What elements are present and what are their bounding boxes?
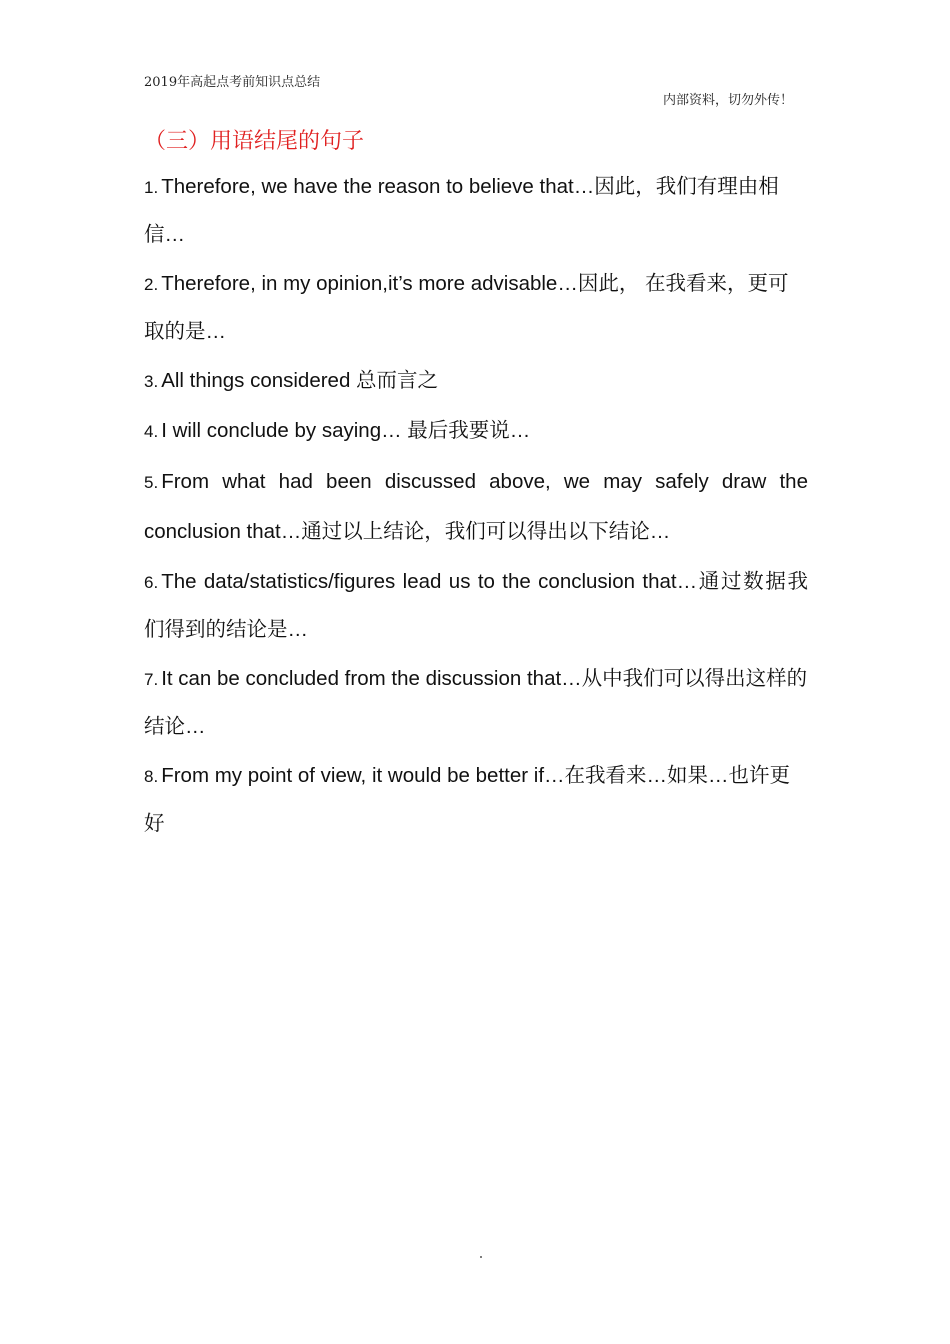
item-text: Therefore, in my opinion,it’s more advisable…因此， 在我看来，更可取的是… [144,272,789,343]
item-number: 2. [144,275,159,294]
item-number: 3. [144,372,159,391]
item-text: From my point of view, it would be better if…在我看来…如果…也许更好 [144,764,791,835]
item-number: 4. [144,422,159,441]
item-number: 6. [144,573,159,592]
footer-dot [480,1256,482,1258]
item-number: 5. [144,473,159,492]
item-number: 8. [144,767,159,786]
item-text: It can be concluded from the discussion that…从中我们可以得出这样的结论… [144,667,808,738]
list-item [144,558,808,653]
list-item [144,260,808,355]
list-item [144,163,808,258]
item-text: I will conclude by saying… 最后我要说… [161,419,531,442]
list-item [144,457,808,556]
section-title: （三）用语结尾的句子 [144,129,365,154]
header-right-text: 内部资料，切勿外传！ [663,93,794,108]
item-text: All things considered 总而言之 [161,369,439,392]
item-text: The data/statistics/figures lead us to the conclusion that…通过数据我们得到的结论是… [144,570,808,641]
item-number: 1. [144,178,159,197]
list-item [144,655,808,750]
item-number: 7. [144,670,159,689]
header-left-text: 2019年高起点考前知识点总结 [144,75,321,90]
list-item [144,752,808,847]
list-item [144,357,808,405]
sentence-list [144,163,808,849]
list-item [144,407,808,455]
item-text: From what had been discussed above, we may safely draw the conclusion that…通过以上结论，我们可以得出以下结论… [144,470,808,543]
item-text: Therefore, we have the reason to believe that…因此，我们有理由相信… [144,175,779,246]
